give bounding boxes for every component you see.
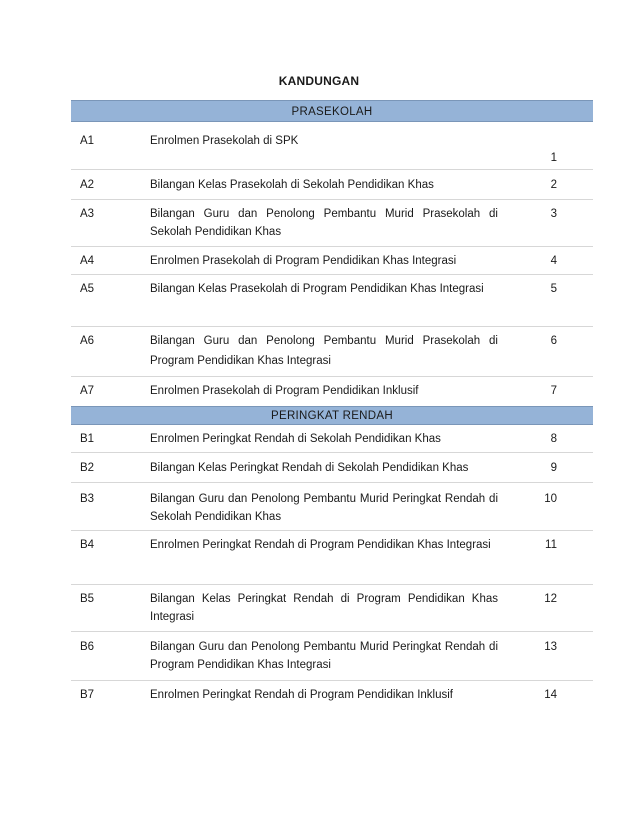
section-header-prasekolah: PRASEKOLAH bbox=[71, 100, 593, 122]
toc-code: B3 bbox=[80, 493, 95, 505]
toc-page-number: 9 bbox=[550, 462, 557, 474]
toc-code: B5 bbox=[80, 593, 95, 605]
section-header-peringkat-rendah: PERINGKAT RENDAH bbox=[71, 406, 593, 425]
toc-label: Bilangan Guru dan Penolong Pembantu Murid Peringkat Rendah di Program Pendidikan Khas Integrasi bbox=[150, 641, 498, 671]
toc-label: Enrolmen Prasekolah di SPK bbox=[150, 135, 299, 147]
toc-page-number: 2 bbox=[550, 179, 557, 191]
toc-label: Bilangan Guru dan Penolong Pembantu Murid Peringkat Rendah di Sekolah Pendidikan Khas bbox=[150, 493, 498, 523]
toc-row-a6[interactable] bbox=[71, 327, 593, 377]
toc-row-a2[interactable] bbox=[71, 170, 593, 200]
toc-row-b7[interactable] bbox=[71, 681, 593, 711]
toc-code: B7 bbox=[80, 689, 95, 701]
toc-row-b5[interactable] bbox=[71, 585, 593, 632]
toc-page-number: 6 bbox=[550, 335, 557, 347]
toc-label: Enrolmen Prasekolah di Program Pendidikan Khas Integrasi bbox=[150, 255, 457, 267]
toc-code: A7 bbox=[80, 385, 95, 397]
table-of-contents bbox=[71, 100, 593, 711]
toc-row-b2[interactable] bbox=[71, 453, 593, 483]
toc-label: Bilangan Kelas Prasekolah di Program Pendidikan Khas Integrasi bbox=[150, 283, 484, 295]
toc-page-number: 11 bbox=[545, 539, 557, 551]
toc-code: A2 bbox=[80, 179, 95, 191]
toc-row-a4[interactable] bbox=[71, 247, 593, 275]
toc-code: B6 bbox=[80, 641, 95, 653]
toc-label: Bilangan Kelas Prasekolah di Sekolah Pendidikan Khas bbox=[150, 179, 434, 191]
toc-code: A4 bbox=[80, 255, 95, 267]
toc-label: Enrolmen Peringkat Rendah di Sekolah Pendidikan Khas bbox=[150, 433, 441, 445]
toc-page-number: 5 bbox=[550, 283, 557, 295]
toc-label: Bilangan Guru dan Penolong Pembantu Murid Prasekolah di Sekolah Pendidikan Khas bbox=[150, 208, 498, 238]
toc-code: B1 bbox=[80, 433, 95, 445]
toc-label: Bilangan Kelas Peringkat Rendah di Program Pendidikan Khas Integrasi bbox=[150, 593, 498, 623]
toc-page-number: 3 bbox=[550, 208, 557, 220]
toc-page-number: 7 bbox=[550, 385, 557, 397]
toc-row-a5[interactable] bbox=[71, 275, 593, 327]
toc-label: Enrolmen Peringkat Rendah di Program Pendidikan Inklusif bbox=[150, 689, 453, 701]
toc-page-number: 12 bbox=[544, 593, 557, 605]
toc-page-number: 13 bbox=[544, 641, 557, 653]
toc-code: B2 bbox=[80, 462, 95, 474]
toc-row-a1[interactable] bbox=[71, 122, 593, 170]
toc-row-a3[interactable] bbox=[71, 200, 593, 247]
toc-label: Bilangan Guru dan Penolong Pembantu Murid Prasekolah di Program Pendidikan Khas Integrasi bbox=[150, 335, 498, 367]
toc-page-number: 4 bbox=[550, 255, 557, 267]
toc-row-b3[interactable] bbox=[71, 483, 593, 531]
toc-row-b1[interactable] bbox=[71, 425, 593, 453]
toc-page-number: 8 bbox=[550, 433, 557, 445]
toc-row-a7[interactable] bbox=[71, 377, 593, 406]
toc-row-b6[interactable] bbox=[71, 632, 593, 681]
toc-code: B4 bbox=[80, 539, 95, 551]
toc-page-number: 1 bbox=[550, 152, 557, 164]
toc-row-b4[interactable] bbox=[71, 531, 593, 585]
toc-label: Enrolmen Peringkat Rendah di Program Pendidikan Khas Integrasi bbox=[150, 539, 491, 551]
toc-code: A6 bbox=[80, 335, 95, 347]
toc-code: A5 bbox=[80, 283, 95, 295]
toc-code: A3 bbox=[80, 208, 95, 220]
toc-label: Enrolmen Prasekolah di Program Pendidikan Inklusif bbox=[150, 385, 419, 397]
toc-page-number: 10 bbox=[544, 493, 557, 505]
toc-code: A1 bbox=[80, 135, 95, 147]
toc-page-number: 14 bbox=[544, 689, 557, 701]
toc-label: Bilangan Kelas Peringkat Rendah di Sekolah Pendidikan Khas bbox=[150, 462, 469, 474]
document-title: KANDUNGAN bbox=[278, 74, 360, 88]
